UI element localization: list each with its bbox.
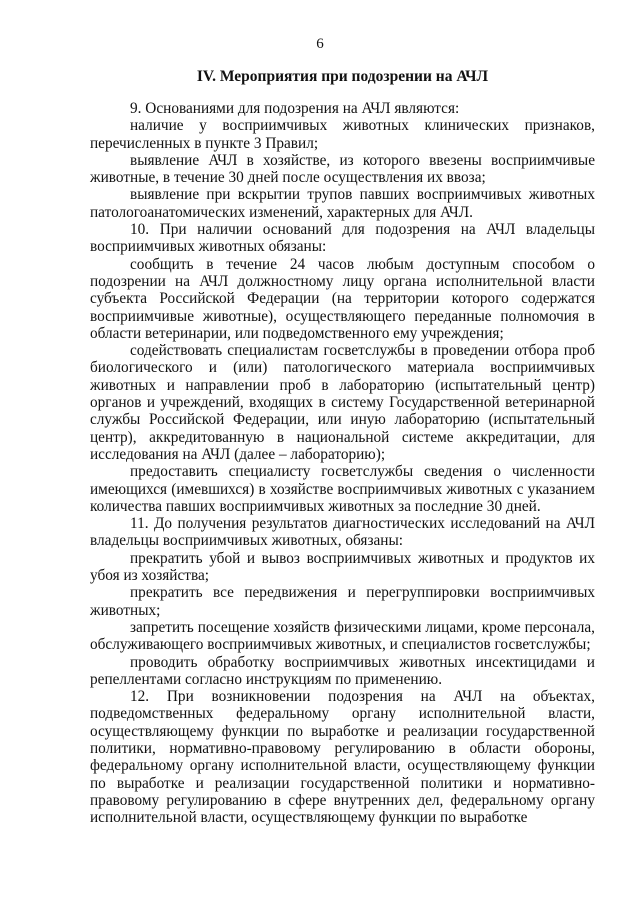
section-heading: IV. Мероприятия при подозрении на АЧЛ xyxy=(196,68,489,85)
paragraph: проводить обработку восприимчивых животных инсектицидами и репеллентами согласно инструкциям по применению. xyxy=(90,653,595,688)
paragraph: прекратить убой и вывоз восприимчивых животных и продуктов их убоя из хозяйства; xyxy=(90,549,595,585)
paragraph: содействовать специалистам госветслужбы в проведении отбора проб биологического и (или) патологического материала восприимчивых животных и направлении проб в лабораторию (испытательный центр) органов и учреждений, входящих в систему Государственной ветеринарной службы Российской Федерации, или иную лабораторию (испытательный центр), аккредитованную в национальной системе аккредитации, для исследования на АЧЛ (далее – лабораторию); xyxy=(90,342,595,463)
paragraph: 9. Основаниями для подозрения на АЧЛ являются: xyxy=(130,100,460,117)
paragraph: запретить посещение хозяйств физическими лицами, кроме персонала, обслуживающего восприимчивых животных, и специалистов госветслужбы; xyxy=(90,618,595,654)
page-number: 6 xyxy=(316,36,324,52)
paragraph: предоставить специалисту госветслужбы сведения о численности имеющихся (имевшихся) в хозяйстве восприимчивых животных с указанием количества павших восприимчивых животных за последние 30 дней. xyxy=(90,463,595,515)
paragraph: прекратить все передвижения и перегруппировки восприимчивых животных; xyxy=(90,584,595,619)
body-text xyxy=(90,100,595,826)
paragraph: выявление АЧЛ в хозяйстве, из которого ввезены восприимчивые животные, в течение 30 дней после осуществления их ввоза; xyxy=(90,151,595,187)
paragraph: наличие у восприимчивых животных клинических признаков, перечисленных в пункте 3 Правил; xyxy=(90,117,595,152)
paragraph: сообщить в течение 24 часов любым доступным способом о подозрении на АЧЛ должностному лицу органа исполнительной власти субъекта Российской Федерации (на территории которого содержатся восприимчивые животные), осуществляющего переданные полномочия в области ветеринарии, или подведомственного ему учреждения; xyxy=(90,255,595,342)
paragraph: выявление при вскрытии трупов павших восприимчивых животных патологоанатомических изменений, характерных для АЧЛ. xyxy=(90,186,595,221)
paragraph: 10. При наличии оснований для подозрения на АЧЛ владельцы восприимчивых животных обязаны: xyxy=(90,221,595,256)
paragraph: 11. До получения результатов диагностических исследований на АЧЛ владельцы восприимчивых животных, обязаны: xyxy=(90,515,595,550)
paragraph: 12. При возникновении подозрения на АЧЛ на объектах, подведомственных федеральному органу исполнительной власти, осуществляющему функции по выработке и реализации государственной политики, нормативно-правовому регулированию в области обороны, федеральному органу исполнительной власти, осуществляющему функции по выработке и реализации государственной политики и нормативно-правовому регулированию в сфере внутренних дел, федеральному органу исполнительной власти, осуществляющему функции по выработке xyxy=(90,688,595,827)
